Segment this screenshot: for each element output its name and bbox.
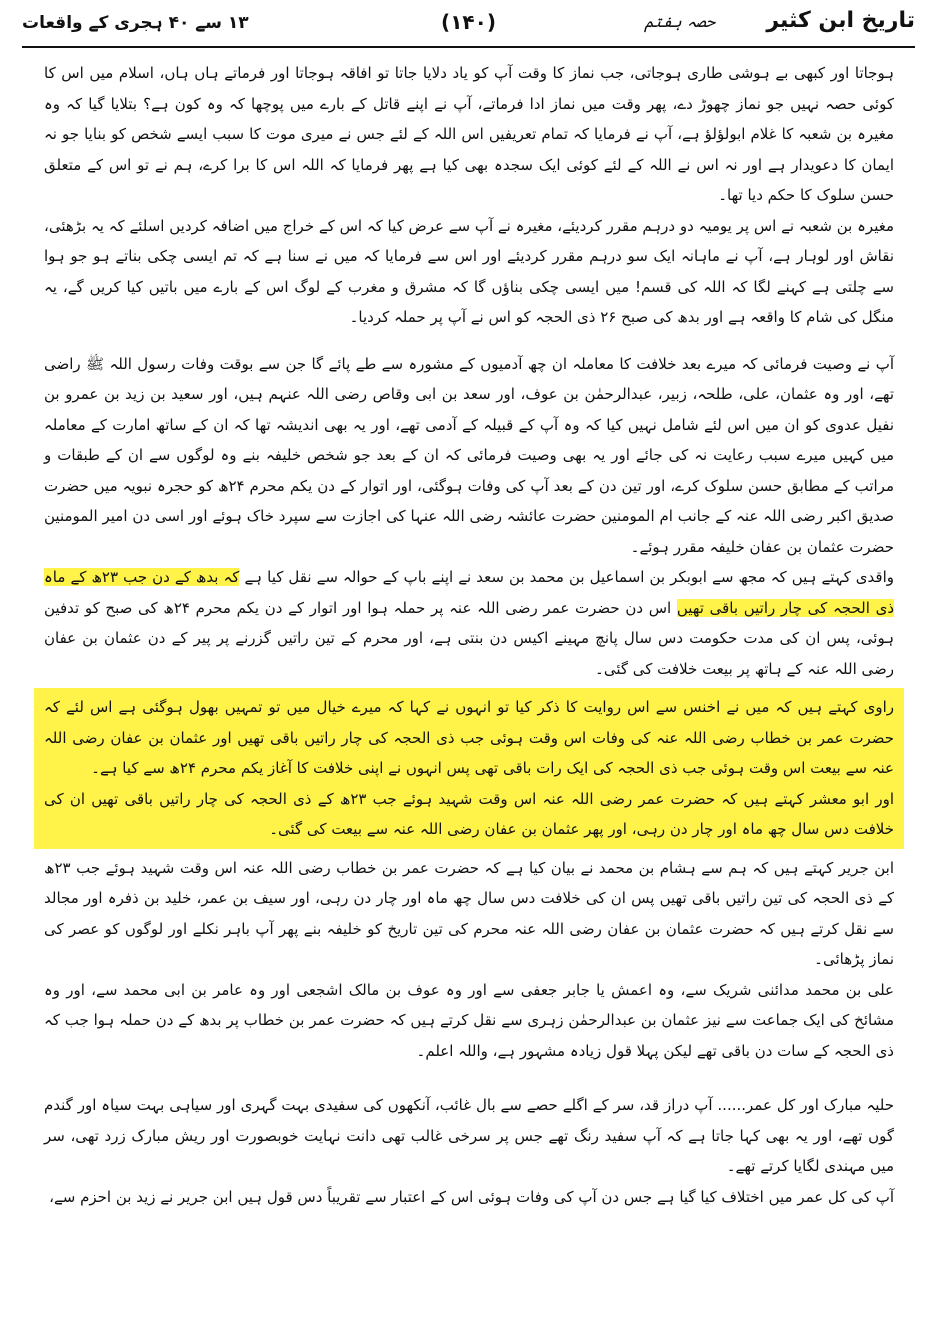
paragraph: ابن جریر کہتے ہیں کہ ہم سے ہشام بن محمد نے بیان کیا ہے کہ حضرت عمر بن خطاب رضی اللہ عنہ اس وقت شہید ہوئے جب ۲۳ھ کے ذی الحجہ کی تین راتیں باقی تھیں پس ان کی خلافت دس سال چھ ماہ اور چار دن رہی، اور سیف بن عمر، خلید بن ذفرہ اور مجالد سے نقل کرتے ہیں کہ حضرت عثمان بن عفان رضی اللہ عنہ محرم کی تین تاریخ کو خلیفہ بنے پھر آپ باہر نکلے اور لوگوں کو عصر کی نماز پڑھائی۔ xyxy=(44,858,894,968)
page-number: (۱۴۰) xyxy=(441,10,496,34)
chapter-range: ۱۳ سے ۴۰ ہجری کے واقعات xyxy=(22,13,249,33)
paragraph: آپ کی کل عمر میں اختلاف کیا گیا ہے جس دن آپ کی وفات ہوئی اس کے اعتبار سے تقریباً دس قول ہیں ابن جریر نے زید بن احزم سے، xyxy=(49,1187,894,1206)
waqidi-paragraph xyxy=(40,562,898,684)
book-part: حصہ ہفتم xyxy=(644,12,715,31)
highlighted-block xyxy=(34,688,904,849)
page-body xyxy=(40,58,898,1212)
waqidi-text-end: اس دن حضرت عمر رضی اللہ عنہ پر حملہ ہوا اور اتوار کے دن یکم محرم ۲۴ھ کی صبح کو تدفین ہوئی، پس ان کی مدت حکومت دس سال پانچ مہینے اکیس دن بنتی ہے، اور محرم کے تین راتیں گزرنے پر پیر کے دن عثمان بن عفان رضی اللہ عنہ کے ہاتھ پر بیعت خلافت کی گئی۔ xyxy=(44,598,894,678)
waqidi-text-start: واقدی کہتے ہیں کہ مجھ سے ابوبکر بن اسماعیل بن محمد بن سعد نے اپنے باپ کے حوالہ سے نقل کیا ہے xyxy=(244,568,894,586)
page-header xyxy=(22,6,915,48)
highlighted-paragraph: راوی کہتے ہیں کہ میں نے اخنس سے اس روایت کا ذکر کیا تو انہوں نے کہا کہ میرے خیال میں تو تمہیں بھول ہوگئی ہے اس لئے کہ حضرت عمر بن خطاب رضی اللہ عنہ کی وفات اس وقت ہوئی جب ذی الحجہ کی چار راتیں باقی تھیں اور عثمان بن عفان رضی اللہ عنہ سے بیعت اس وقت ہوئی جب ذی الحجہ کی ایک رات باقی تھی پس انہوں نے اپنی خلافت کا آغاز یکم محرم ۲۴ھ سے کیا ہے۔ xyxy=(44,698,894,777)
paragraph: آپ نے وصیت فرمائی کہ میرے بعد خلافت کا معاملہ ان چھ آدمیوں کے مشورہ سے طے پائے گا جن سے بوقت وفات رسول اللہ ﷺ راضی تھے، اور وہ عثمان، علی، طلحہ، زبیر، عبدالرحمٰن بن عوف، اور سعد بن ابی وقاص رضی اللہ عنہم ہیں، اور سعید بن زید بن عمرو بن نفیل عدوی کو ان میں اس لئے شامل نہیں کیا کہ وہ آپ کے قبیلہ کے آدمی تھے، اور یہ بھی اندیشہ تھا کہ ان کے ساتھ امارت کے معاملہ میں کہیں میرے سبب رعایت نہ کی جائے اور یہ بھی وصیت فرمائی کہ ان کے بعد جو شخص خلیفہ بنے وہ لوگوں سے ان کے طبقات و مراتب کے مطابق حسن سلوک کرے، اور تین دن کے بعد آپ کی وفات ہوگئی، اور اتوار کے دن یکم محرم ۲۴ھ کو حجرہ نبویہ میں حضرت صدیق اکبر رضی اللہ عنہ کے جانب ام المومنین حضرت عائشہ رضی اللہ عنہا کی اجازت سے سپرد خاک ہوئے اور اسی دن امیر المومنین حضرت عثمان بن عفان خلیفہ مقرر ہوئے۔ xyxy=(44,354,894,556)
paragraph: ہوجاتا اور کبھی بے ہوشی طاری ہوجاتی، جب نماز کا وقت آپ کو یاد دلایا جاتا تو افاقہ ہوجاتا اور فرماتے ہاں ہاں، اسلام میں اس کا کوئی حصہ نہیں جو نماز چھوڑ دے، پھر وقت میں نماز ادا فرماتے، آپ نے اپنے قاتل کے بارے میں پوچھا کہ وہ کون ہے؟ بتلایا گیا کہ وہ مغیرہ بن شعبہ کا غلام ابولؤلؤ ہے، آپ نے فرمایا کہ تمام تعریفیں اس اللہ کے لئے جس نے میری موت کا سبب ایسے شخص کو بنایا جو نہ ایمان کا دعویدار ہے اور نہ اس نے اللہ کے لئے کوئی ایک سجدہ بھی کیا ہے پھر فرمایا کہ اللہ اس کا برا کرے، ہم نے تو اس کے متعلق حسن سلوک کا حکم دیا تھا۔ xyxy=(44,64,894,204)
paragraph: مغیرہ بن شعبہ نے اس پر یومیہ دو درہم مقرر کردیئے، مغیرہ نے آپ سے عرض کیا کہ اس کے خراج میں اضافہ کردیں اسلئے کہ یہ بڑھئی، نقاش اور لوہار ہے، آپ نے ماہانہ ایک سو درہم مقرر کردیئے اور اس سے فرمایا کہ میں نے سنا ہے کہ تم ایسی چکی بناتے ہو جو ہوا سے چلتی ہے کہنے لگا کہ اللہ کی قسم! میں ایسی چکی بناؤں گا کہ مشرق و مغرب کے لوگ اس کے بارے میں باتیں کیا کریں گے، یہ منگل کی شام کا واقعہ ہے اور بدھ کی صبح ۲۶ ذی الحجہ کو اس نے آپ پر حملہ کردیا۔ xyxy=(44,216,894,326)
highlighted-text: کہ بدھ کے دن جب ۲۳ھ کے ماہ ذی الحجہ کی چار راتیں باقی تھیں xyxy=(44,568,894,617)
paragraph: حلیہ مبارک اور کل عمر...... آپ دراز قد، سر کے اگلے حصے سے بال غائب، آنکھوں کی سفیدی بہت گہری اور سیاہی بہت سیاہ اور گندم گوں تھے، اور یہ بھی کہا جاتا ہے کہ آپ سفید رنگ تھے جس پر سرخی غالب تھی دانت نہایت خوبصورت اور ریش مبارک زرد تھی، سر میں مہندی لگایا کرتے تھے۔ xyxy=(44,1096,894,1175)
paragraph: علی بن محمد مدائنی شریک سے، وہ اعمش یا جابر جعفی سے اور وہ عوف بن مالک اشجعی اور وہ عامر بن ابی محمد سے، اور وہ مشائخ کی ایک جماعت سے نیز عثمان بن عبدالرحمٰن زہری سے نقل کرتے ہیں کہ حضرت عمر بن خطاب پر بدھ کے دن حملہ ہوا جب کہ ذی الحجہ کے سات دن باقی تھے لیکن پہلا قول زیادہ مشہور ہے، واللہ اعلم۔ xyxy=(44,980,894,1060)
header-divider xyxy=(22,46,915,48)
book-title: تاریخ ابن کثیر xyxy=(766,8,915,33)
highlighted-paragraph: اور ابو معشر کہتے ہیں کہ حضرت عمر رضی اللہ عنہ اس وقت شہید ہوئے جب ۲۳ھ کے ذی الحجہ کی چار راتیں باقی تھیں ان کی خلافت دس سال چھ ماہ اور چار دن رہی، اور پھر عثمان بن عفان رضی اللہ عنہ سے بیعت کی گئی۔ xyxy=(44,789,895,838)
